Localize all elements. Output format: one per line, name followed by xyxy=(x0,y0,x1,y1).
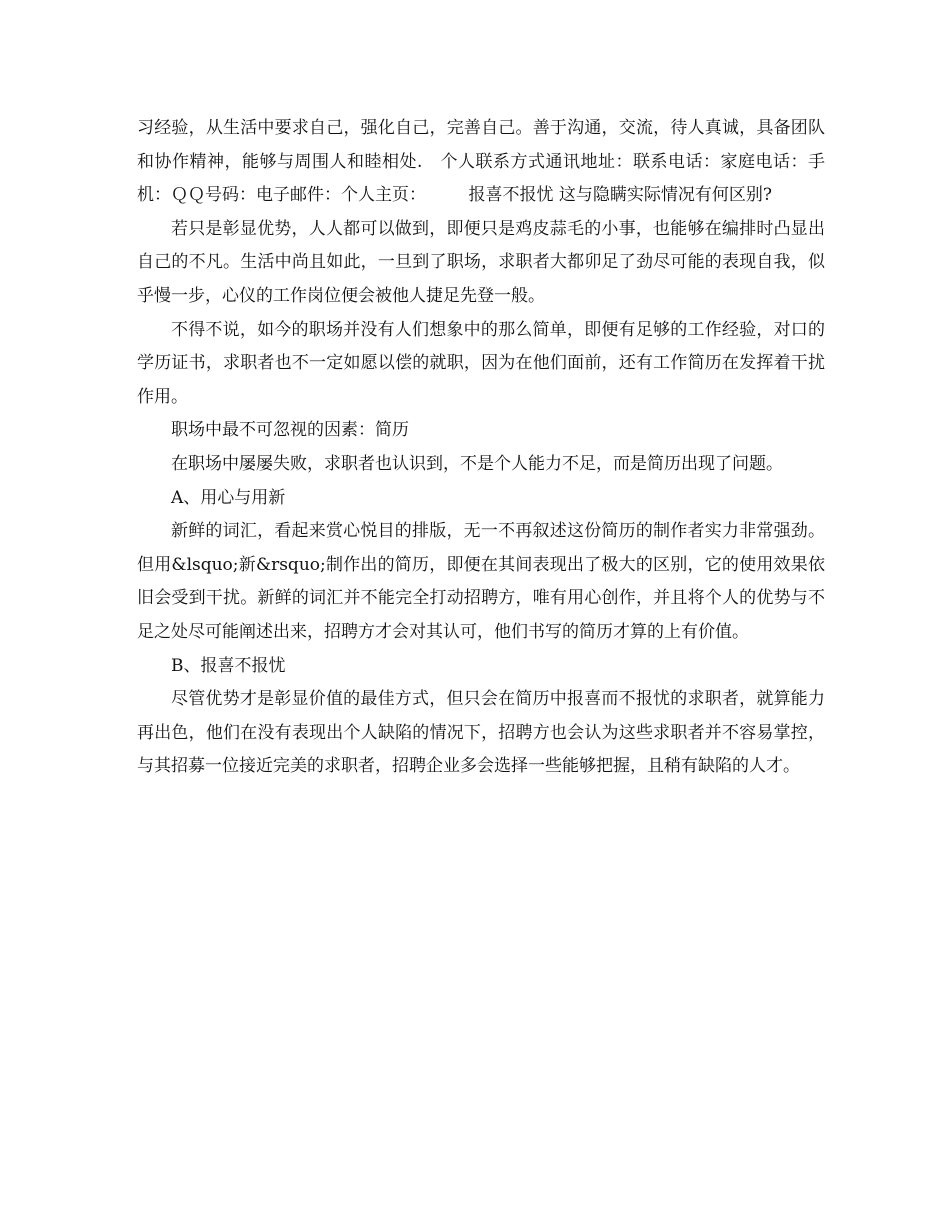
paragraph-fresh-vocabulary: 新鲜的词汇，看起来赏心悦目的排版，无一不再叙述这份简历的制作者实力非常强劲。但用&lsquo;新&rsquo;制作出的简历，即便在其间表现出了极大的区别，它的使用效果依旧会受到干扰。新鲜的词汇并不能完全打动招聘方，唯有用心创作，并且将个人的优势与不足之处尽可能阐述出来，招聘方才会对其认可，他们书写的简历才算的上有价值。 xyxy=(137,521,825,642)
paragraph-workplace-reality: 不得不说，如今的职场并没有人们想象中的那么简单，即便有足够的工作经验，对口的学历证书，求职者也不一定如愿以偿的就职，因为在他们面前，还有工作简历在发挥着干扰作用。 xyxy=(137,319,825,407)
paragraph-repeated-failure: 在职场中屡屡失败，求职者也认识到，不是个人能力不足，而是简历出现了问题。 xyxy=(171,453,783,474)
paragraph-showing-strengths: 若只是彰显优势，人人都可以做到，即便只是鸡皮蒜毛的小事，也能够在编排时凸显出自己的不凡。生活中尚且如此，一旦到了职场，求职者大都卯足了劲尽可能的表现自我，似乎慢一步，心仪的工作岗位便会被他人捷足先登一般。 xyxy=(137,218,825,306)
subheading-b-good-news-only: B、报喜不报忧 xyxy=(171,655,286,676)
subheading-a-heart-and-new: A、用心与用新 xyxy=(171,487,286,508)
section-heading-resume-factor: 职场中最不可忽视的因素：简历 xyxy=(171,420,409,441)
document-body xyxy=(137,112,859,784)
paragraph-intro-continued: 习经验，从生活中要求自己，强化自己，完善自己。善于沟通，交流，待人真诚，具备团队和协作精神，能够与周围人和睦相处. 个人联系方式通讯地址：联系电话：家庭电话：手 机：ＱＱ号码：电子邮件：个人主页： 报喜不报忧 这与隐瞒实际情况有何区别? xyxy=(137,118,859,206)
paragraph-strengths-and-flaws: 尽管优势才是彰显价值的最佳方式，但只会在简历中报喜而不报忧的求职者，就算能力再出色，他们在没有表现出个人缺陷的情况下，招聘方也会认为这些求职者并不容易掌控，与其招募一位接近完美的求职者，招聘企业多会选择一些能够把握，且稍有缺陷的人才。 xyxy=(137,689,825,777)
